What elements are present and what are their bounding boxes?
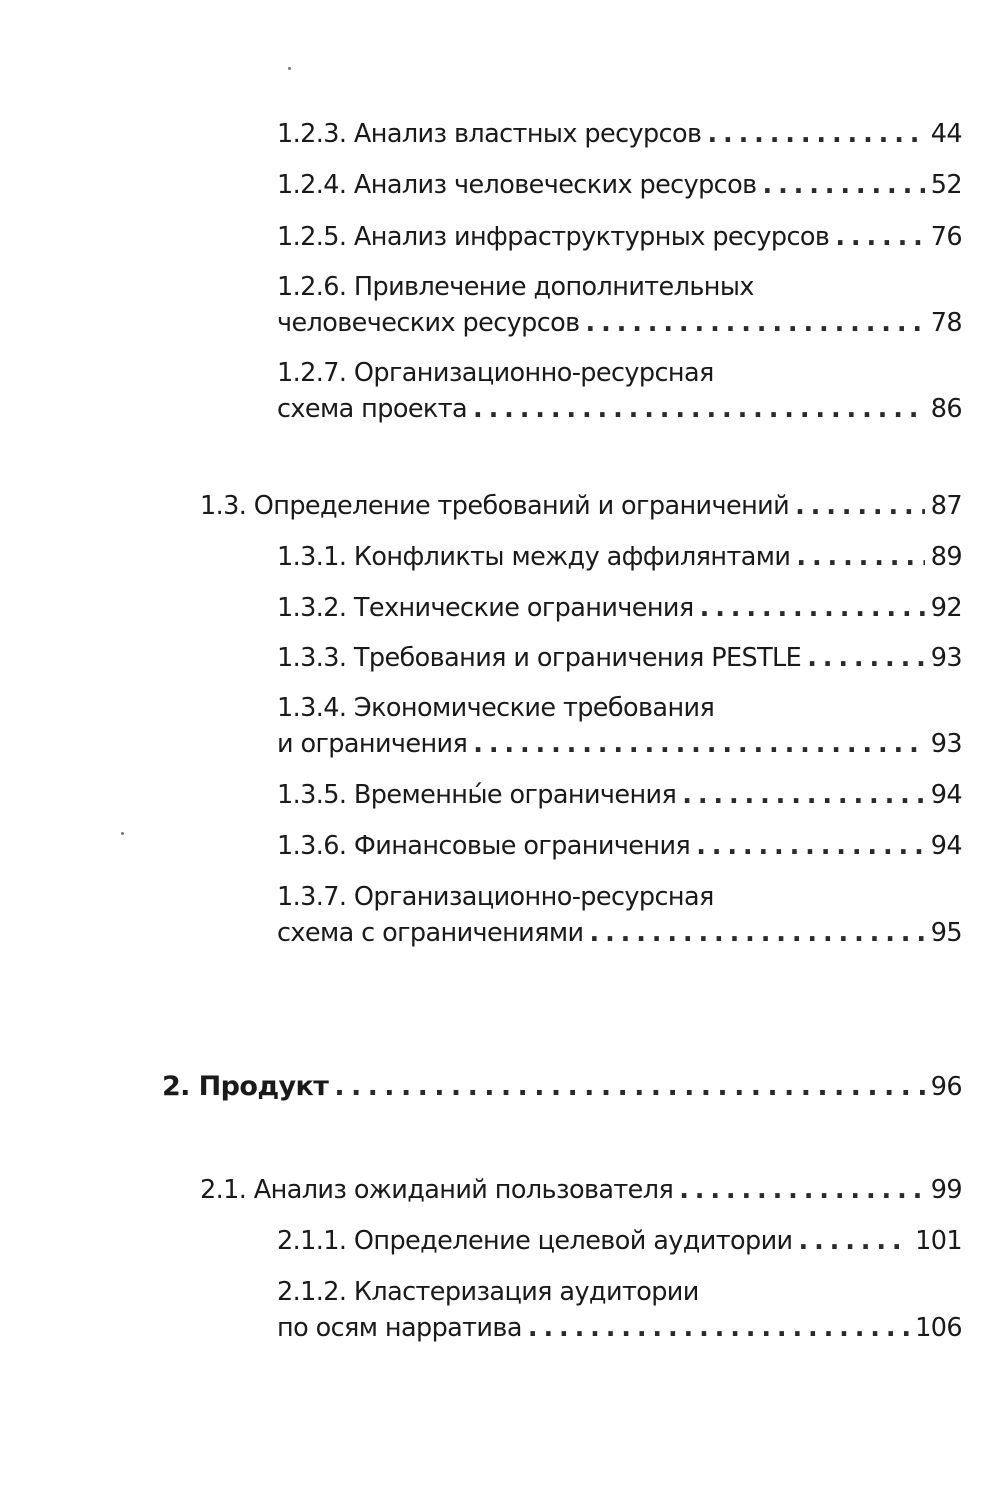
dot-leader xyxy=(586,305,925,341)
toc-entry-1-3[interactable] xyxy=(200,488,962,524)
entry-title-line2: и ограничения xyxy=(277,729,468,759)
dot-leader xyxy=(707,116,924,152)
entry-page-number: 89 xyxy=(930,542,962,572)
entry-number: 1.3.6. xyxy=(277,831,347,861)
entry-page-number: 99 xyxy=(930,1175,962,1205)
entry-title-line1: Организационно-ресурсная xyxy=(353,882,714,912)
entry-page-number: 96 xyxy=(930,1072,962,1102)
entry-title: Продукт xyxy=(198,1071,329,1102)
dot-leader xyxy=(795,488,925,524)
entry-title: Конфликты между аффилянтами xyxy=(353,542,791,572)
entry-number: 1.3.5. xyxy=(277,780,347,810)
entry-title: Анализ инфраструктурных ресурсов xyxy=(353,222,830,252)
toc-entry-2[interactable] xyxy=(162,1069,962,1105)
print-speck xyxy=(121,832,124,835)
entry-number: 1.2.3. xyxy=(277,119,347,149)
entry-number: 1.3.7. xyxy=(277,882,347,912)
entry-number: 1.2.4. xyxy=(277,170,347,200)
entry-page-number: 52 xyxy=(930,170,962,200)
toc-entry-1-3-1[interactable] xyxy=(277,539,962,575)
toc-entry-1-3-3[interactable] xyxy=(277,640,962,676)
dot-leader xyxy=(807,640,925,676)
toc-entry-1-2-4[interactable] xyxy=(277,167,962,203)
entry-title-line2: человеческих ресурсов xyxy=(277,308,580,338)
toc-entry-1-2-3[interactable] xyxy=(277,116,962,152)
entry-page-number: 92 xyxy=(930,593,962,623)
entry-title-line2: схема проекта xyxy=(277,394,467,424)
entry-number: 2. xyxy=(162,1071,190,1102)
toc-entry-1-3-4[interactable] xyxy=(277,690,962,762)
entry-page-number: 78 xyxy=(930,308,962,338)
entry-title: Анализ властных ресурсов xyxy=(353,119,702,149)
toc-entry-1-2-5[interactable] xyxy=(277,219,962,255)
entry-page-number: 93 xyxy=(930,729,962,759)
entry-number: 1.3.4. xyxy=(277,693,347,723)
entry-number: 1.3.3. xyxy=(277,643,347,673)
toc-entry-1-3-5[interactable] xyxy=(277,777,962,813)
entry-title: Временны́е ограничения xyxy=(353,780,677,810)
dot-leader xyxy=(334,1069,924,1105)
entry-title-line1: Организационно-ресурсная xyxy=(353,358,714,388)
dot-leader xyxy=(763,167,925,203)
entry-title: Определение целевой аудитории xyxy=(353,1226,793,1256)
entry-number: 2.1.2. xyxy=(277,1277,347,1307)
entry-page-number: 106 xyxy=(915,1313,962,1343)
toc-entry-1-3-2[interactable] xyxy=(277,590,962,626)
entry-title-line1: Привлечение дополнительных xyxy=(353,272,754,302)
entry-number: 1.2.6. xyxy=(277,272,347,302)
dot-leader xyxy=(473,726,924,762)
entry-number: 1.2.7. xyxy=(277,358,347,388)
entry-number: 1.3. xyxy=(200,491,247,521)
entry-page-number: 44 xyxy=(930,119,962,149)
entry-page-number: 87 xyxy=(930,491,962,521)
toc-entry-2-1[interactable] xyxy=(200,1172,962,1208)
dot-leader xyxy=(528,1310,909,1346)
entry-page-number: 93 xyxy=(930,643,962,673)
toc-entry-1-2-7[interactable] xyxy=(277,355,962,427)
toc-entry-2-1-1[interactable] xyxy=(277,1223,962,1259)
dot-leader xyxy=(679,1172,925,1208)
entry-title: Требования и ограничения PESTLE xyxy=(353,643,802,673)
entry-number: 2.1. xyxy=(200,1175,247,1205)
dot-leader xyxy=(590,915,925,951)
entry-page-number: 76 xyxy=(930,222,962,252)
entry-number: 2.1.1. xyxy=(277,1226,347,1256)
entry-title: Определение требований и ограничений xyxy=(253,491,790,521)
entry-title-line1: Экономические требования xyxy=(353,693,715,723)
entry-page-number: 94 xyxy=(930,831,962,861)
dot-leader xyxy=(682,777,924,813)
dot-leader xyxy=(696,828,925,864)
entry-title: Технические ограничения xyxy=(353,593,694,623)
toc-entry-2-1-2[interactable] xyxy=(277,1274,962,1346)
entry-page-number: 95 xyxy=(930,918,962,948)
entry-title: Анализ человеческих ресурсов xyxy=(353,170,757,200)
entry-number: 1.3.1. xyxy=(277,542,347,572)
entry-number: 1.3.2. xyxy=(277,593,347,623)
entry-title-line2: по осям нарратива xyxy=(277,1313,522,1343)
dot-leader xyxy=(835,219,924,255)
entry-page-number: 101 xyxy=(915,1226,962,1256)
entry-page-number: 86 xyxy=(930,394,962,424)
toc-entry-1-2-6[interactable] xyxy=(277,269,962,341)
entry-title-line1: Кластеризация аудитории xyxy=(353,1277,699,1307)
toc-entry-1-3-6[interactable] xyxy=(277,828,962,864)
toc-entry-1-3-7[interactable] xyxy=(277,879,962,951)
dot-leader xyxy=(799,1223,910,1259)
entry-number: 1.2.5. xyxy=(277,222,347,252)
dot-leader xyxy=(796,539,924,575)
dot-leader xyxy=(700,590,925,626)
entry-title-line2: схема с ограничениями xyxy=(277,918,584,948)
dot-leader xyxy=(473,391,925,427)
print-speck xyxy=(288,67,291,70)
entry-title: Анализ ожиданий пользователя xyxy=(253,1175,674,1205)
entry-title: Финансовые ограничения xyxy=(353,831,691,861)
entry-page-number: 94 xyxy=(930,780,962,810)
